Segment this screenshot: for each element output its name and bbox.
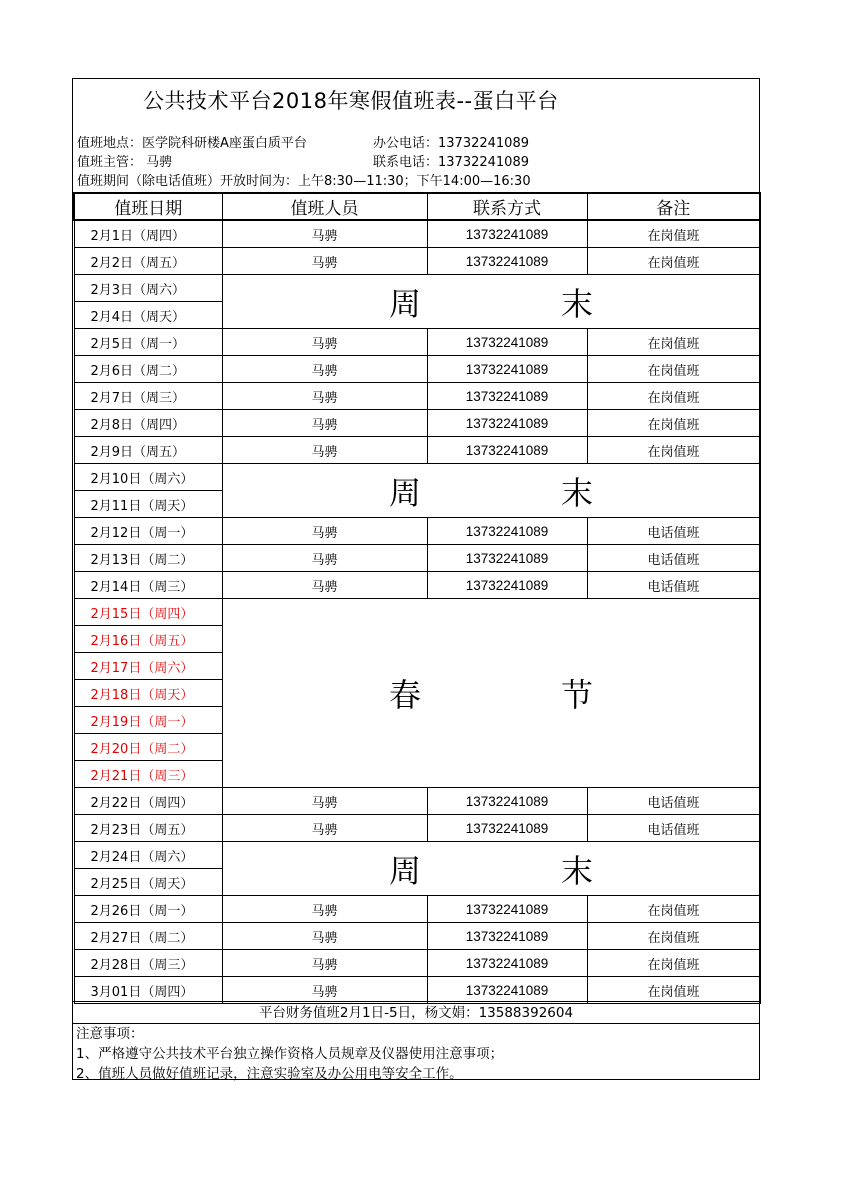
duty-supervisor: 值班主管： 马骋 [77,155,173,170]
notes-section [73,1023,759,1084]
duty-date: 2月1日（周四） [74,220,222,248]
duty-person: 马骋 [222,410,427,437]
duty-note: 电话值班 [587,518,760,545]
table-row [74,923,760,950]
table-row [74,599,760,626]
weekend-label [222,464,760,518]
duty-date: 2月19日（周一） [74,707,222,734]
merged-char: 周 [388,473,421,512]
merged-char: 末 [561,284,594,323]
duty-phone: 13732241089 [427,220,587,248]
duty-note: 在岗值班 [587,248,760,275]
duty-date: 2月5日（周一） [74,329,222,356]
duty-phone: 13732241089 [427,950,587,977]
duty-date: 2月15日（周四） [74,599,222,626]
duty-note: 在岗值班 [587,329,760,356]
note-item: 2、值班人员做好值班记录，注意实验室及办公用电等安全工作。 [76,1066,463,1082]
duty-date: 2月8日（周四） [74,410,222,437]
merged-char: 节 [561,676,594,714]
table-row [74,950,760,977]
table-row [74,437,760,464]
duty-person: 马骋 [222,572,427,599]
duty-person: 马骋 [222,545,427,572]
duty-phone: 13732241089 [427,329,587,356]
merged-char: 末 [561,473,594,512]
duty-person: 马骋 [222,248,427,275]
duty-note: 在岗值班 [587,923,760,950]
duty-schedule-sheet [72,78,760,1080]
schedule-body [74,220,760,1004]
duty-date: 2月2日（周五） [74,248,222,275]
table-row [74,410,760,437]
duty-date: 2月16日（周五） [74,626,222,653]
notes-heading: 注意事项： [76,1026,144,1042]
table-row [74,977,760,1004]
duty-person: 马骋 [222,815,427,842]
duty-person: 马骋 [222,896,427,923]
note-item: 1、严格遵守公共技术平台独立操作资格人员规章及仪器使用注意事项； [76,1046,504,1062]
duty-date: 2月7日（周三） [74,383,222,410]
merged-char: 春 [388,676,421,714]
header-date: 值班日期 [74,193,222,220]
duty-date: 2月17日（周六） [74,653,222,680]
duty-phone: 13732241089 [427,518,587,545]
duty-person: 马骋 [222,220,427,248]
spring-festival-label [222,599,760,788]
duty-date: 2月3日（周六） [74,275,222,302]
duty-person: 马骋 [222,950,427,977]
duty-date: 2月13日（周二） [74,545,222,572]
weekend-label [222,275,760,329]
table-row [74,383,760,410]
opening-hours: 值班期间（除电话值班）开放时间为：上午8:30—11:30；下午14:00—16:30 [77,174,531,189]
duty-person: 马骋 [222,518,427,545]
table-row [74,275,760,302]
weekend-label [222,842,760,896]
duty-phone: 13732241089 [427,572,587,599]
table-row [74,248,760,275]
schedule-table [73,192,761,1004]
office-phone: 办公电话：13732241089 [373,136,529,151]
header-contact: 联系方式 [427,193,587,220]
table-row [74,329,760,356]
duty-note: 在岗值班 [587,977,760,1004]
duty-note: 在岗值班 [587,896,760,923]
duty-note: 在岗值班 [587,356,760,383]
duty-person: 马骋 [222,329,427,356]
table-row [74,572,760,599]
table-header-row [74,193,760,220]
merged-char: 周 [388,284,421,323]
duty-phone: 13732241089 [427,896,587,923]
table-row [74,518,760,545]
table-row [74,815,760,842]
contact-phone: 联系电话：13732241089 [373,155,529,170]
duty-date: 2月23日（周五） [74,815,222,842]
duty-phone: 13732241089 [427,410,587,437]
duty-phone: 13732241089 [427,815,587,842]
duty-date: 2月10日（周六） [74,464,222,491]
duty-date: 2月20日（周二） [74,734,222,761]
duty-date: 2月25日（周天） [74,869,222,896]
duty-note: 在岗值班 [587,383,760,410]
merged-char: 末 [561,851,594,890]
duty-phone: 13732241089 [427,437,587,464]
merged-char: 周 [388,851,421,890]
duty-phone: 13732241089 [427,356,587,383]
duty-person: 马骋 [222,977,427,1004]
page-title: 公共技术平台2018年寒假值班表--蛋白平台 [143,89,559,113]
duty-date: 3月01日（周四） [74,977,222,1004]
duty-location: 值班地点：医学院科研楼A座蛋白质平台 [77,136,307,151]
duty-phone: 13732241089 [427,977,587,1004]
duty-date: 2月22日（周四） [74,788,222,815]
duty-date: 2月12日（周一） [74,518,222,545]
duty-phone: 13732241089 [427,248,587,275]
duty-note: 电话值班 [587,545,760,572]
duty-note: 电话值班 [587,572,760,599]
duty-person: 马骋 [222,383,427,410]
duty-person: 马骋 [222,437,427,464]
table-row [74,464,760,491]
duty-date: 2月6日（周二） [74,356,222,383]
duty-date: 2月18日（周天） [74,680,222,707]
duty-note: 在岗值班 [587,410,760,437]
duty-person: 马骋 [222,356,427,383]
duty-note: 电话值班 [587,788,760,815]
table-row [74,356,760,383]
table-row [74,896,760,923]
duty-note: 电话值班 [587,815,760,842]
duty-person: 马骋 [222,788,427,815]
duty-date: 2月11日（周天） [74,491,222,518]
duty-date: 2月26日（周一） [74,896,222,923]
table-row [74,842,760,869]
header-person: 值班人员 [222,193,427,220]
duty-note: 在岗值班 [587,437,760,464]
duty-phone: 13732241089 [427,923,587,950]
duty-date: 2月4日（周天） [74,302,222,329]
duty-date: 2月21日（周三） [74,761,222,788]
table-row [74,545,760,572]
table-row [74,788,760,815]
duty-date: 2月28日（周三） [74,950,222,977]
duty-phone: 13732241089 [427,383,587,410]
duty-date: 2月27日（周二） [74,923,222,950]
header-note: 备注 [587,193,760,220]
table-row [74,220,760,248]
duty-phone: 13732241089 [427,545,587,572]
duty-date: 2月9日（周五） [74,437,222,464]
finance-duty: 平台财务值班2月1日-5日，杨文娟：13588392604 [73,1001,759,1024]
duty-note: 在岗值班 [587,220,760,248]
duty-person: 马骋 [222,923,427,950]
duty-date: 2月24日（周六） [74,842,222,869]
duty-note: 在岗值班 [587,950,760,977]
duty-date: 2月14日（周三） [74,572,222,599]
duty-phone: 13732241089 [427,788,587,815]
